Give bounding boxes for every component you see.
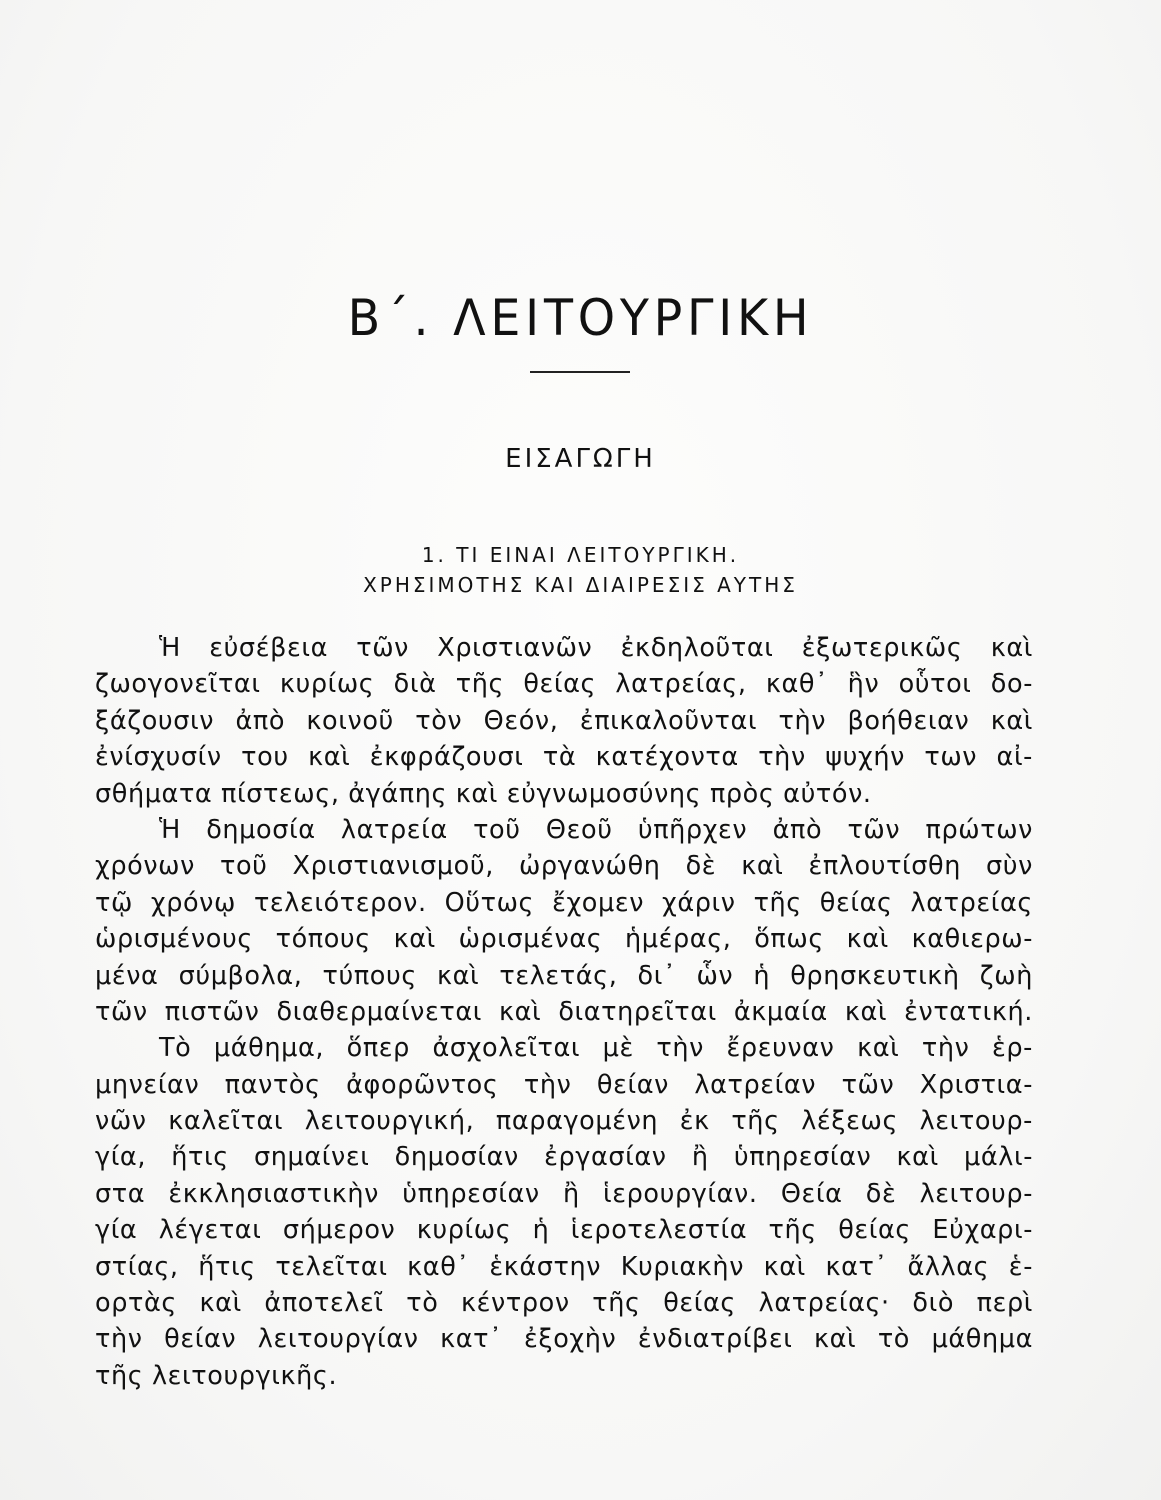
text-line: ἐνίσχυσίν του καὶ ἐκφράζουσι τὰ κατέχοντα τὴν ψυχήν των αἰ-: [95, 742, 1033, 773]
text-line: ζωογονεῖται κυρίως διὰ τῆς θείας λατρείας, καθ᾽ ἣν οὗτοι δο-: [95, 669, 1033, 700]
text-line: γία λέγεται σήμερον κυρίως ἡ ἱεροτελεστία τῆς θείας Εὐχαρι-: [95, 1215, 1033, 1246]
paragraph-3: [95, 1030, 1033, 1394]
text-line: Τὸ μάθημα, ὅπερ ἀσχολεῖται μὲ τὴν ἔρευναν καὶ τὴν ἑρ-: [159, 1033, 1033, 1064]
text-line: στα ἐκκλησιαστικὴν ὑπηρεσίαν ἢ ἱερουργίαν. Θεία δὲ λειτουρ-: [95, 1178, 1033, 1209]
text-line: γία, ἥτις σημαίνει δημοσίαν ἐργασίαν ἢ ὑπηρεσίαν καὶ μάλι-: [95, 1142, 1033, 1173]
text-line: τῷ χρόνῳ τελειότερον. Οὕτως ἔχομεν χάριν τῆς θείας λατρείας: [95, 887, 1033, 918]
section-heading-line-2: ΧΡΗΣΙΜΟΤΗΣ ΚΑΙ ΔΙΑΙΡΕΣΙΣ ΑΥΤΗΣ: [363, 573, 798, 597]
text-line: τῆς λειτουργικῆς.: [95, 1360, 338, 1391]
text-line: ξάζουσιν ἀπὸ κοινοῦ τὸν Θεόν, ἐπικαλοῦνται τὴν βοήθειαν καὶ: [95, 705, 1033, 736]
text-line: σθήματα πίστεως, ἀγάπης καὶ εὐγνωμοσύνης πρὸς αὐτόν.: [95, 778, 872, 809]
body-text: [95, 630, 1033, 1394]
section-heading: [0, 540, 1161, 600]
paragraph-2: [95, 812, 1033, 1030]
text-line: τῶν πιστῶν διαθερμαίνεται καὶ διατηρεῖται ἀκμαία καὶ ἐντατική.: [95, 996, 1033, 1027]
section-heading-line-1: 1. ΤΙ ΕΙΝΑΙ ΛΕΙΤΟΥΡΓΙΚΗ.: [421, 543, 740, 567]
text-line: στίας, ἥτις τελεῖται καθ᾽ ἑκάστην Κυριακὴν καὶ κατ᾽ ἄλλας ἑ-: [95, 1251, 1033, 1282]
text-line: Ἡ δημοσία λατρεία τοῦ Θεοῦ ὑπῆρχεν ἀπὸ τῶν πρώτων: [159, 814, 1033, 845]
intro-heading: ΕΙΣΑΓΩΓΗ: [505, 444, 656, 474]
title-divider: [530, 371, 630, 373]
text-line: μένα σύμβολα, τύπους καὶ τελετάς, δι᾽ ὧν ἡ θρησκευτικὴ ζωὴ: [95, 960, 1033, 991]
text-line: χρόνων τοῦ Χριστιανισμοῦ, ὠργανώθη δὲ καὶ ἐπλουτίσθη σὺν: [95, 851, 1033, 882]
text-line: τὴν θείαν λειτουργίαν κατ᾽ ἐξοχὴν ἐνδιατρίβει καὶ τὸ μάθημα: [95, 1324, 1033, 1355]
text-line: νῶν καλεῖται λειτουργική, παραγομένη ἐκ τῆς λέξεως λειτουρ-: [95, 1106, 1033, 1137]
paragraph-1: [95, 630, 1033, 812]
text-line: ορτὰς καὶ ἀποτελεῖ τὸ κέντρον τῆς θείας λατρείας· διὸ περὶ: [95, 1288, 1033, 1319]
text-line: μηνείαν παντὸς ἀφορῶντος τὴν θείαν λατρείαν τῶν Χριστια-: [95, 1069, 1033, 1100]
text-line: ὡρισμένους τόπους καὶ ὡρισμένας ἡμέρας, ὅπως καὶ καθιερω-: [95, 924, 1033, 955]
chapter-title: Β΄. ΛΕΙΤΟΥΡΓΙΚΗ: [347, 289, 814, 347]
text-line: Ἡ εὐσέβεια τῶν Χριστιανῶν ἐκδηλοῦται ἐξωτερικῶς καὶ: [159, 633, 1033, 663]
